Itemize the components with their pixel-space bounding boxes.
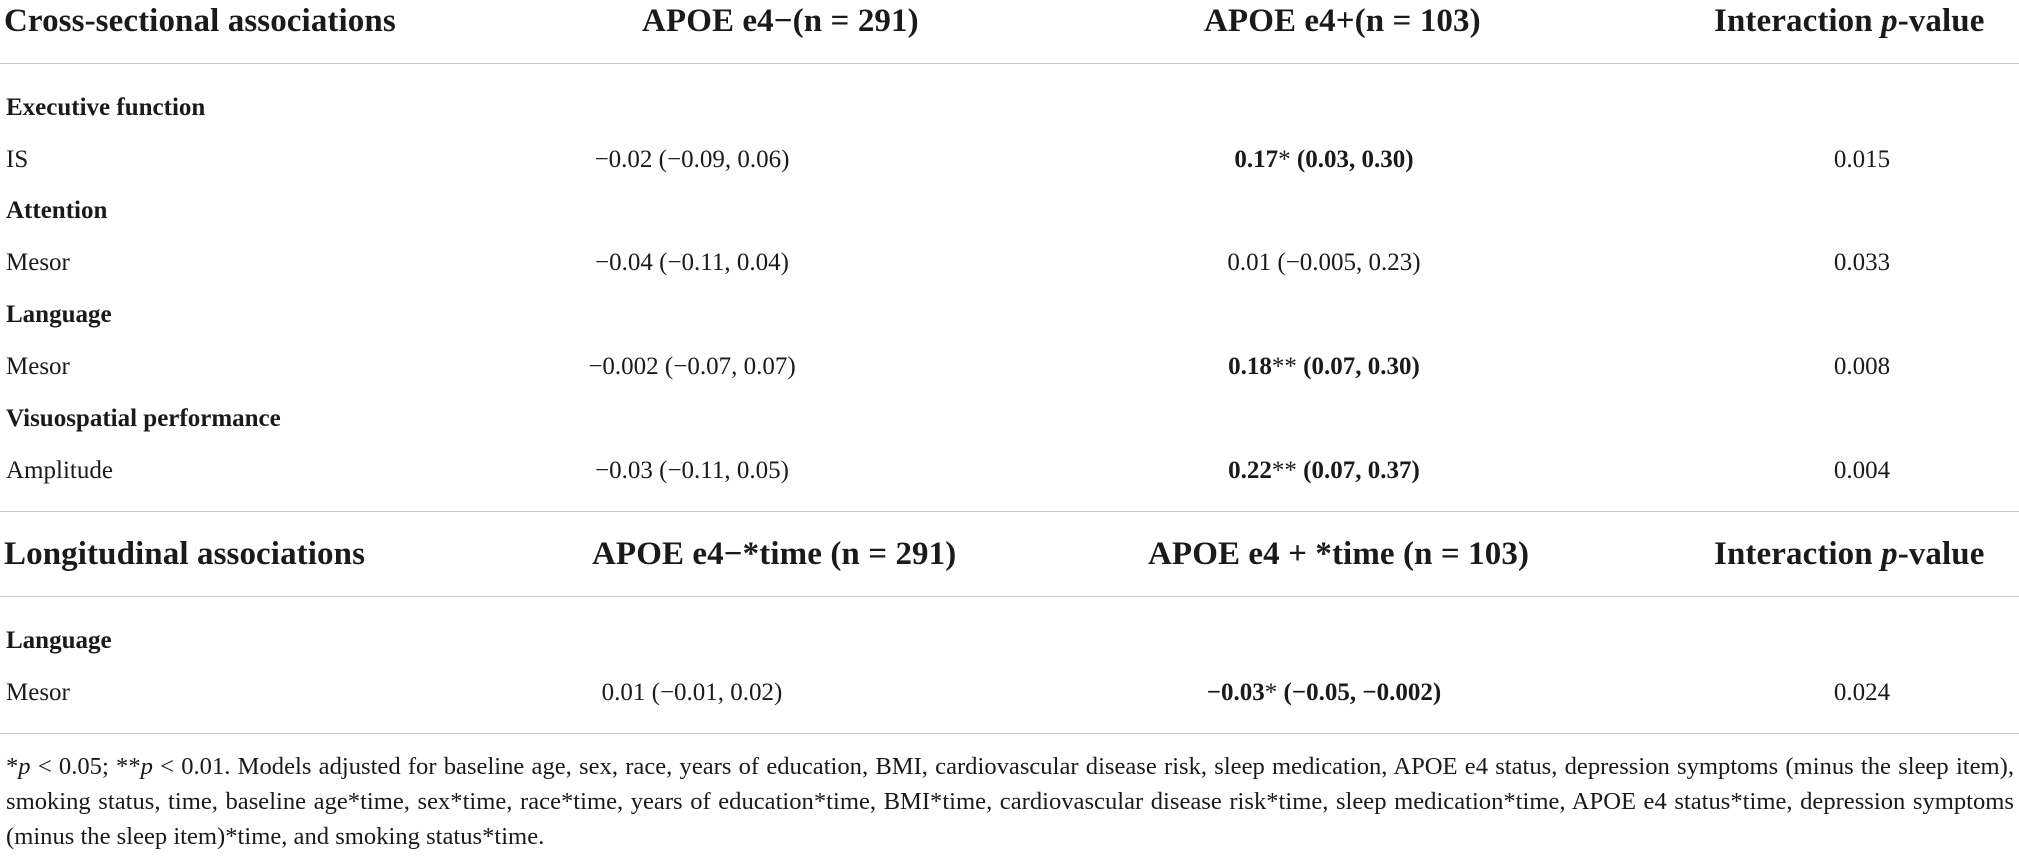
table-bottom-rule — [0, 733, 2019, 734]
cross-header-apoe-neg: APOE e4−(n = 291) — [642, 3, 919, 39]
apoe-pos-value: 0.17* (0.03, 0.30) — [1234, 146, 1414, 173]
row-label: IS — [6, 146, 29, 173]
section-title: Attention — [6, 197, 108, 224]
long-header-interaction: Interaction p-value — [1714, 536, 1985, 572]
apoe-neg-value: −0.03 (−0.11, 0.05) — [595, 457, 789, 484]
section-title: Visuospatial performance — [6, 405, 281, 432]
section-title: Language — [6, 301, 112, 328]
row-label: Amplitude — [6, 457, 113, 484]
section-rule — [0, 511, 2019, 512]
apoe-neg-value: −0.02 (−0.09, 0.06) — [594, 146, 790, 173]
apoe-pos-value: −0.03* (−0.05, −0.002) — [1206, 679, 1442, 706]
apoe-pos-value: 0.22** (0.07, 0.37) — [1228, 457, 1420, 484]
cross-header-title: Cross-sectional associations — [4, 3, 396, 39]
apoe-neg-value: −0.04 (−0.11, 0.04) — [595, 249, 789, 276]
long-header-title: Longitudinal associations — [4, 536, 366, 572]
apoe-pos-value: 0.18** (0.07, 0.30) — [1228, 353, 1420, 380]
row-label: Mesor — [6, 679, 70, 706]
header-rule — [0, 63, 2019, 64]
cross-header-apoe-pos: APOE e4+(n = 103) — [1204, 3, 1481, 39]
section-title: Language — [6, 627, 112, 654]
long-header-apoe-pos: APOE e4 + *time (n = 103) — [1148, 536, 1530, 572]
header-rule — [0, 596, 2019, 597]
section-title: Executive function — [6, 94, 206, 121]
row-label: Mesor — [6, 353, 70, 380]
apoe-neg-value: −0.002 (−0.07, 0.07) — [588, 353, 796, 380]
apoe-pos-value: 0.01 (−0.005, 0.23) — [1227, 249, 1421, 276]
table-footnote: *p < 0.05; **p < 0.01. Models adjusted for baseline age, sex, race, years of education, BMI, cardiovascular disease risk, sleep medication, APOE e4 status, depression symptoms (minus the sleep item), smoking status, time, baseline age*time, sex*time, race*time, years of education*time, BMI*time, cardiovascular disease risk*time, sleep medication*time, APOE e4 status*time, depression symptoms (minus the sleep item)*time, and smoking status*time. — [6, 753, 2014, 850]
cross-header-interaction: Interaction p-value — [1714, 3, 1985, 39]
long-header-apoe-neg: APOE e4−*time (n = 291) — [592, 536, 957, 572]
apoe-neg-value: 0.01 (−0.01, 0.02) — [601, 679, 783, 706]
interaction-p-value: 0.015 — [1833, 146, 1891, 173]
interaction-p-value: 0.004 — [1833, 457, 1891, 484]
interaction-p-value: 0.033 — [1833, 249, 1891, 276]
interaction-p-value: 0.024 — [1833, 679, 1891, 706]
interaction-p-value: 0.008 — [1833, 353, 1891, 380]
row-label: Mesor — [6, 249, 70, 276]
